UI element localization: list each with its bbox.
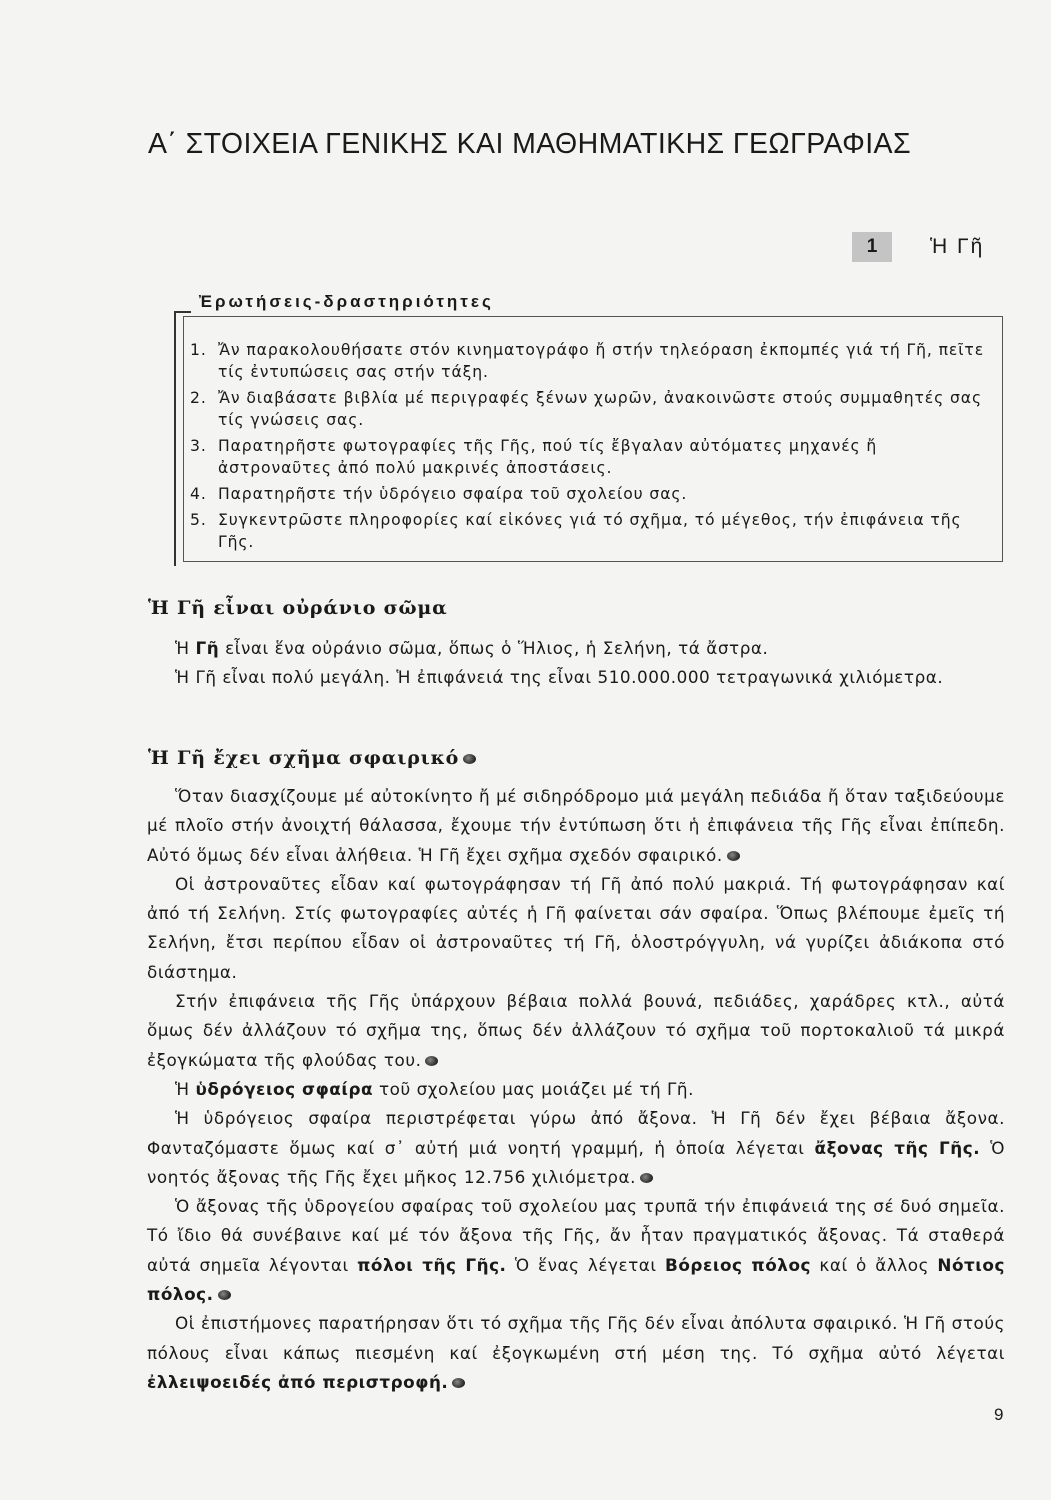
text-run: καί ὁ ἄλλος	[811, 1254, 938, 1275]
section-spherical-shape-text	[147, 782, 1005, 1397]
question-text: Συγκεντρῶστε πληροφορίες καί εἰκόνες γιά τό σχῆμα, τό μέγεθος, τήν ἐπιφάνεια τῆς Γῆς.	[218, 511, 962, 551]
text-run: Ὁ νοητός ἄξονας τῆς Γῆς ἔχει μῆκος 12.756 χιλιόμετρα.	[147, 1137, 1005, 1187]
question-number: 2.	[190, 389, 207, 407]
paragraph	[147, 1104, 1005, 1192]
question-text: Παρατηρῆστε τήν ὑδρόγειο σφαίρα τοῦ σχολείου σας.	[218, 485, 688, 503]
text-run: Ὁ ἄξονας τῆς ὑδρογείου σφαίρας τοῦ σχολείου μας τρυπᾶ τήν ἐπιφάνειά της σέ δυό σημεῖα. Τό ἴδιο θά συνέβαινε καί μέ τόν ἄξονα τῆς Γῆς, ἄν ἦταν πραγματικός ἄξονας. Τά σταθερά αὐτά σημεῖα λέγονται	[147, 1196, 1005, 1275]
paragraph	[147, 782, 1005, 870]
text-run: Οἱ ἐπιστήμονες παρατήρησαν ὅτι τό σχῆμα τῆς Γῆς δέν εἶναι ἀπόλυτα σφαιρικό. Ἡ Γῆ στούς πόλους εἶναι κάπως πιεσμένη καί ἐξογκωμένη στή μέση της. Τό σχῆμα αὐτό λέγεται	[147, 1313, 1005, 1363]
bold-term: πόλοι τῆς Γῆς.	[357, 1254, 507, 1275]
question-number: 3.	[190, 437, 207, 455]
questions-heading: Ἐρωτήσεις-δραστηριότητες	[199, 292, 494, 311]
page-title: Α΄ ΣΤΟΙΧΕΙΑ ΓΕΝΙΚΗΣ ΚΑΙ ΜΑΘΗΜΑΤΙΚΗΣ ΓΕΩΓΡΑΦΙΑΣ	[148, 128, 911, 160]
paragraph	[147, 1192, 1005, 1309]
chapter-number: 1	[852, 232, 892, 262]
question-item	[190, 509, 990, 553]
question-item	[190, 435, 990, 479]
bold-term: Νότιος πόλος.	[147, 1254, 1005, 1305]
paragraph	[147, 987, 1005, 1075]
paragraph: Οἱ ἀστροναῦτες εἶδαν καί φωτογράφησαν τή Γῆ ἀπό πολύ μακριά. Τή φωτογράφησαν καί ἀπό τή Σελήνη. Στίς φωτογραφίες αὐτές ἡ Γῆ φαίνεται σάν σφαίρα. Ὅπως βλέπουμε ἐμεῖς τή Σελήνη, ἔτσι περίπου εἶδαν οἱ ἀστροναῦτες τή Γῆ, ὁλοστρόγγυλη, νά γυρίζει ἀδιάκοπα στό διάστημα.	[147, 873, 1005, 982]
globe-bullet-icon	[640, 1173, 653, 1183]
question-item	[190, 483, 990, 505]
bold-term: ἐλλειψοειδές ἀπό περιστροφή.	[147, 1371, 449, 1392]
paragraph	[147, 634, 1005, 663]
bold-term: Γῆ	[195, 638, 220, 658]
paragraph	[147, 1075, 1005, 1104]
question-number: 1.	[190, 341, 207, 359]
text-run: Ἡ	[175, 1078, 196, 1099]
globe-bullet-icon	[218, 1290, 231, 1300]
question-text: Παρατηρῆστε φωτογραφίες τῆς Γῆς, πού τίς ἔβγαλαν αὐτόματες μηχανές ἤ ἀστροναῦτες ἀπό πολύ μακρινές ἀποστάσεις.	[218, 437, 878, 477]
bold-term: ἄξονας τῆς Γῆς.	[814, 1137, 981, 1158]
question-number: 4.	[190, 485, 207, 503]
globe-bullet-icon	[452, 1378, 465, 1388]
globe-bullet-icon	[463, 754, 476, 764]
question-text: Ἄν διαβάσατε βιβλία μέ περιγραφές ξένων χωρῶν, ἀνακοινῶστε στούς συμμαθητές σας τίς γνώσεις σας.	[218, 389, 983, 429]
paragraph	[147, 1309, 1005, 1397]
section-heading-celestial-body: Ἡ Γῆ εἶναι οὐράνιο σῶμα	[148, 597, 448, 619]
text-run: Ἡ ὑδρόγειος σφαίρα περιστρέφεται γύρω ἀπό ἄξονα. Ἡ Γῆ δέν ἔχει βέβαια ἄξονα. Φανταζόμαστε ὅμως καί σ᾽ αὐτή μιά νοητή γραμμή, ἡ ὁποία λέγεται	[147, 1108, 1005, 1158]
questions-list	[190, 339, 990, 557]
section-heading-spherical-shape	[148, 747, 476, 769]
text-run: τοῦ σχολείου μας μοιάζει μέ τή Γῆ.	[373, 1078, 694, 1099]
text-run: Ἡ	[175, 638, 196, 658]
paragraph: Ἡ Γῆ εἶναι πολύ μεγάλη. Ἡ ἐπιφάνειά της εἶναι 510.000.000 τετραγωνικά χιλιόμετρα.	[175, 667, 944, 688]
question-item	[190, 339, 990, 383]
chapter-title: Ἡ Γῆ	[930, 235, 985, 258]
question-item	[190, 387, 990, 431]
text-run: εἶναι ἕνα οὐράνιο σῶμα, ὅπως ὁ Ἥλιος, ἡ Σελήνη, τά ἄστρα.	[219, 638, 769, 658]
bold-term: Βόρειος πόλος	[664, 1254, 812, 1275]
section-celestial-body-text	[147, 634, 1005, 693]
chapter-header	[852, 232, 984, 262]
question-number: 5.	[190, 511, 207, 529]
section-heading-text: Ἡ Γῆ ἔχει σχῆμα σφαιρικό	[148, 747, 460, 769]
text-run: Στήν ἐπιφάνεια τῆς Γῆς ὑπάρχουν βέβαια πολλά βουνά, πεδιάδες, χαράδρες κτλ., αὐτά ὅμως δέν ἀλλάζουν τό σχῆμα της, ὅπως δέν ἀλλάζουν τό σχῆμα τοῦ πορτοκαλιοῦ τά μικρά ἐξογκώματα τῆς φλούδας του.	[147, 991, 1005, 1070]
page-number: 9	[994, 1405, 1004, 1424]
bold-term: ὑδρόγειος σφαίρα	[195, 1078, 374, 1099]
globe-bullet-icon	[425, 1056, 438, 1066]
text-run: Ὅταν διασχίζουμε μέ αὐτοκίνητο ἤ μέ σιδηρόδρομο μιά μεγάλη πεδιάδα ἤ ὅταν ταξιδεύουμε μέ πλοῖο στήν ἀνοιχτή θάλασσα, ἔχουμε τήν ἐντύπωση ὅτι ἡ ἐπιφάνεια τῆς Γῆς εἶναι ἐπίπεδη. Αὐτό ὅμως δέν εἶναι ἀλήθεια. Ἡ Γῆ ἔχει σχῆμα σχεδόν σφαιρικό.	[147, 786, 1005, 865]
text-run: Ὁ ἕνας λέγεται	[506, 1254, 665, 1275]
question-text: Ἄν παρακολουθήσατε στόν κινηματογράφο ἤ στήν τηλεόραση ἐκπομπές γιά τή Γῆ, πεῖτε τίς ἐντυπώσεις σας στήν τάξη.	[218, 341, 985, 381]
globe-bullet-icon	[727, 851, 740, 861]
